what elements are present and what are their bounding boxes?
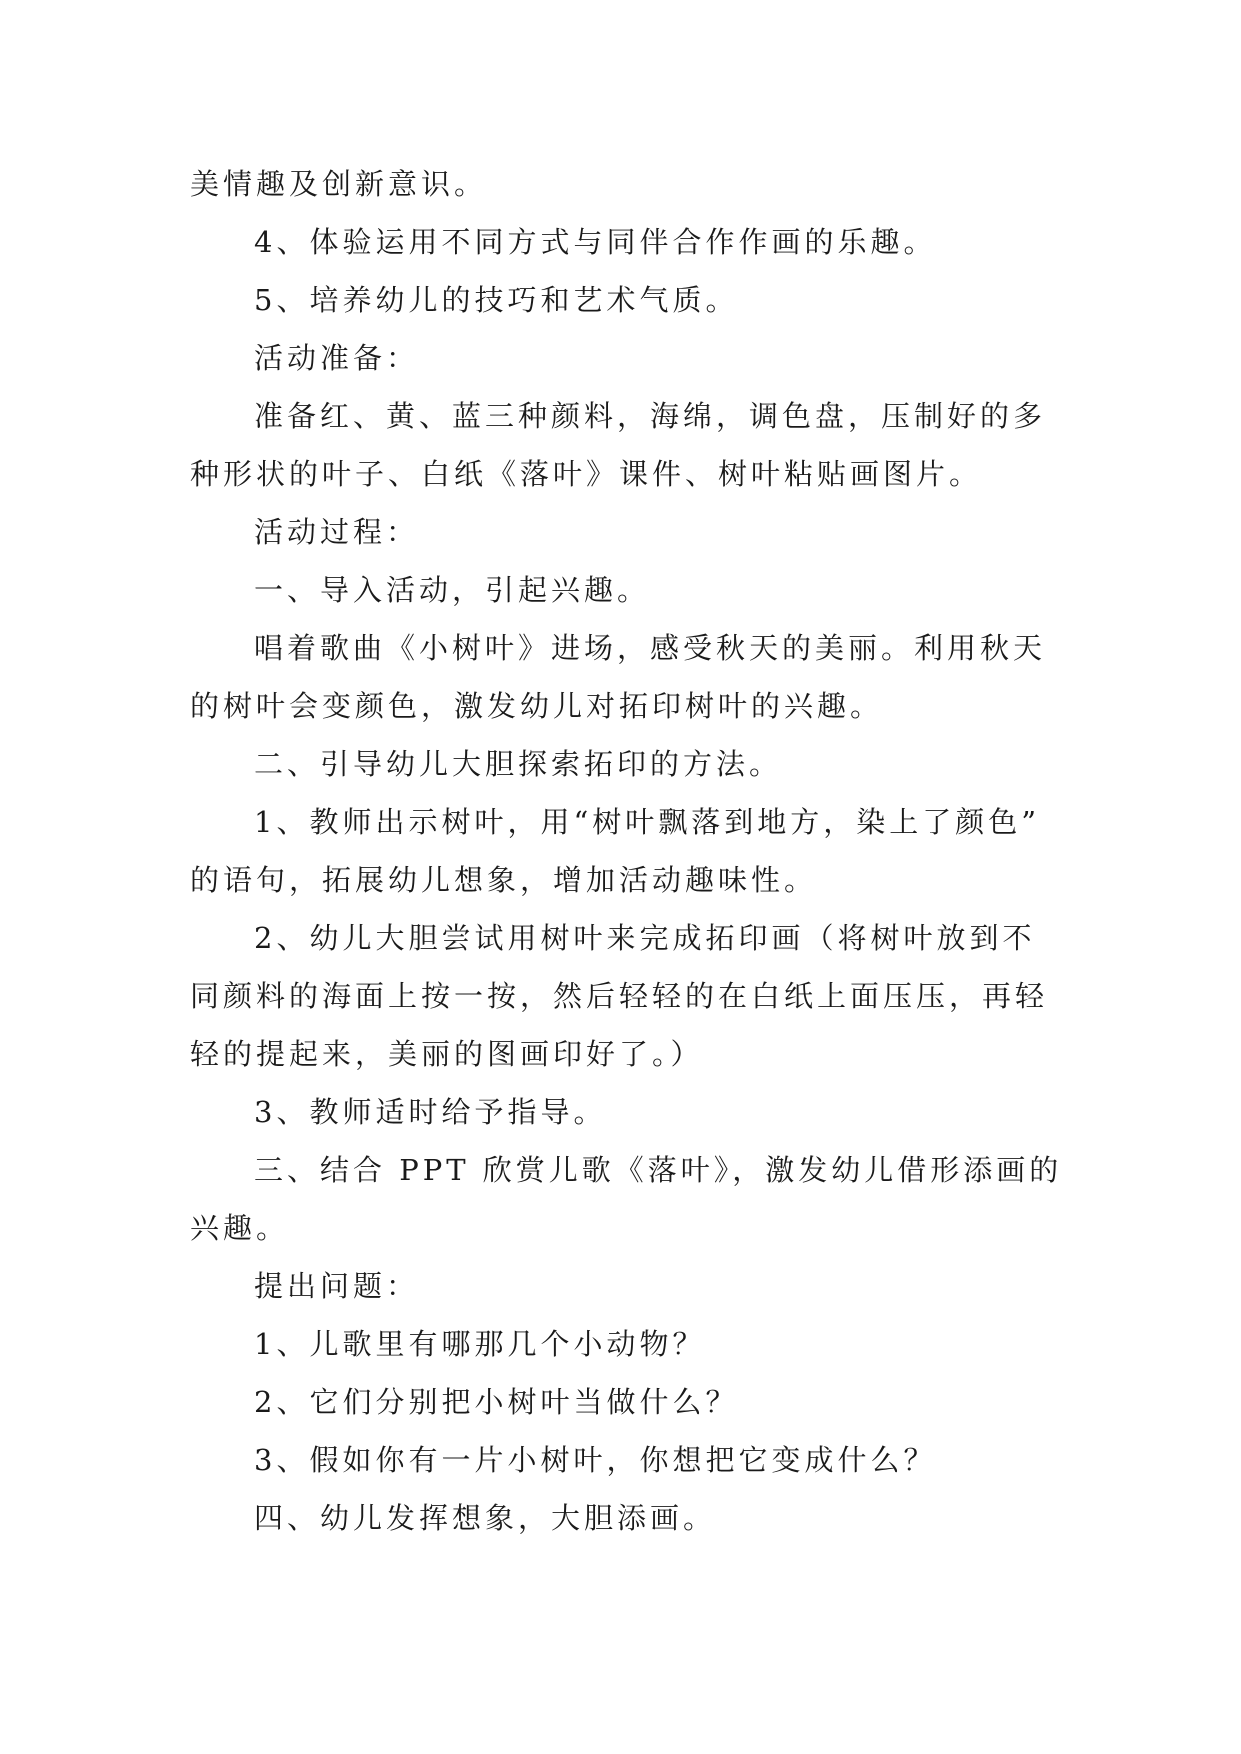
text-line: 四、幼儿发挥想象，大胆添画。 — [254, 1501, 717, 1535]
text-line: 一、导入活动，引起兴趣。 — [254, 573, 651, 607]
text-line: 3、教师适时给予指导。 — [254, 1095, 607, 1129]
text-line: 种形状的叶子、白纸《落叶》课件、树叶粘贴画图片。 — [190, 457, 983, 491]
text-line: 4、体验运用不同方式与同伴合作作画的乐趣。 — [254, 225, 937, 259]
section-heading: 提出问题： — [254, 1269, 420, 1303]
text-line: 5、培养幼儿的技巧和艺术气质。 — [254, 283, 739, 317]
text-line: 三、结合 PPT 欣赏儿歌《落叶》，激发幼儿借形添画的 — [254, 1153, 1063, 1187]
text-line: 唱着歌曲《小树叶》进场，感受秋天的美丽。利用秋天 — [254, 631, 1047, 665]
text-line: 的树叶会变颜色，激发幼儿对拓印树叶的兴趣。 — [190, 689, 884, 723]
text-line: 2、幼儿大胆尝试用树叶来完成拓印画（将树叶放到不 — [254, 921, 1036, 955]
document-body — [190, 155, 1063, 1547]
text-line: 3、假如你有一片小树叶，你想把它变成什么？ — [254, 1443, 937, 1477]
text-line: 1、儿歌里有哪那几个小动物？ — [254, 1327, 706, 1361]
text-line: 轻的提起来，美丽的图画印好了。） — [190, 1037, 704, 1071]
text-line: 兴趣。 — [190, 1211, 290, 1245]
section-heading: 活动过程： — [254, 515, 420, 549]
text-line: 1、教师出示树叶，用“树叶飘落到地方，染上了颜色” — [254, 805, 1041, 839]
text-line: 同颜料的海面上按一按，然后轻轻的在白纸上面压压，再轻 — [190, 979, 1049, 1013]
text-line: 准备红、黄、蓝三种颜料，海绵，调色盘，压制好的多 — [254, 399, 1047, 433]
text-line: 2、它们分别把小树叶当做什么？ — [254, 1385, 739, 1419]
section-heading: 活动准备： — [254, 341, 420, 375]
text-line: 美情趣及创新意识。 — [190, 167, 488, 201]
text-line: 二、引导幼儿大胆探索拓印的方法。 — [254, 747, 783, 781]
text-line: 的语句，拓展幼儿想象，增加活动趣味性。 — [190, 863, 818, 897]
